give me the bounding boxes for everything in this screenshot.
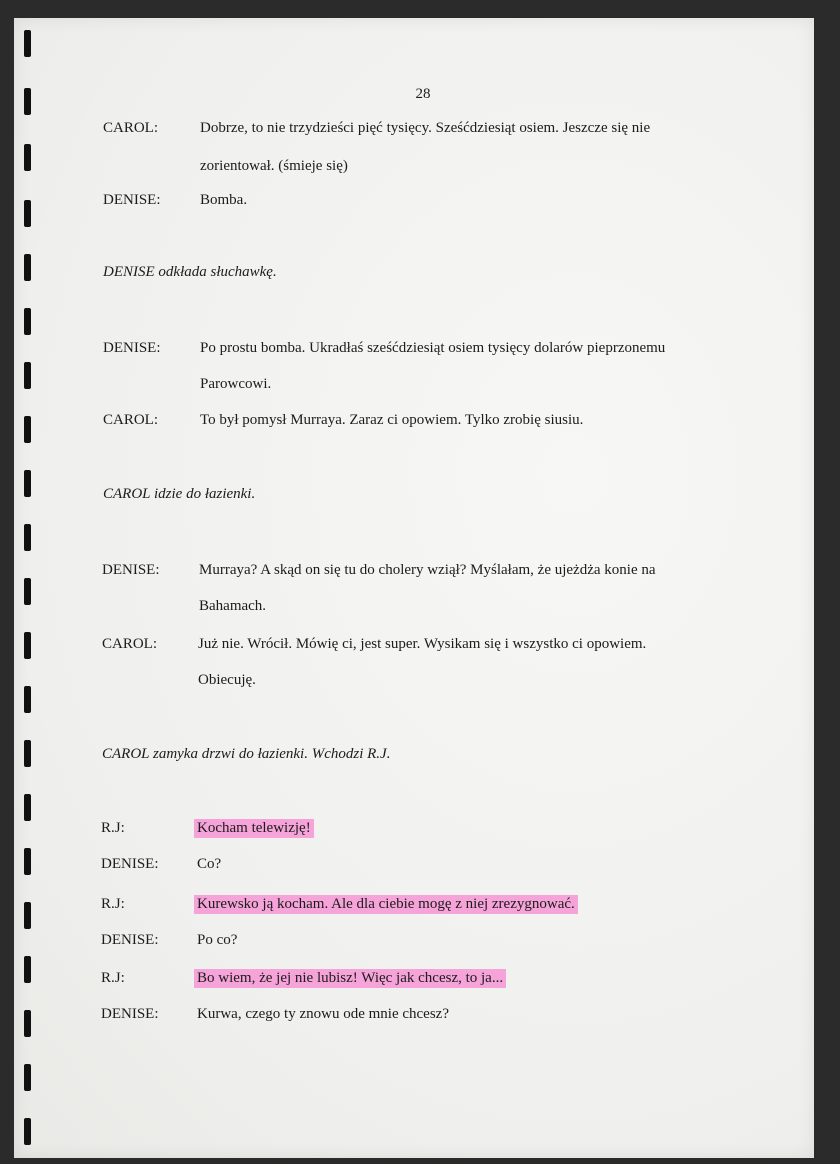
dialogue-line: Obiecuję. xyxy=(198,672,256,688)
stage-direction: DENISE odkłada słuchawkę. xyxy=(103,264,277,280)
highlighted-text: Kurewsko ją kocham. Ale dla ciebie mogę z niej zrezygnować. xyxy=(194,895,578,914)
dialogue-line: Co? xyxy=(197,856,222,872)
page-number: 28 xyxy=(415,86,431,102)
speaker-label: CAROL: xyxy=(103,120,159,136)
punch-hole xyxy=(24,686,31,713)
punch-hole xyxy=(24,30,31,57)
dialogue-line: Bahamach. xyxy=(199,598,267,614)
punch-hole xyxy=(24,144,31,171)
speaker-label: R.J: xyxy=(101,970,125,986)
punch-hole xyxy=(24,794,31,821)
punch-hole xyxy=(24,416,31,443)
highlighted-text: Bo wiem, że jej nie lubisz! Więc jak chcesz, to ja... xyxy=(194,969,506,988)
dialogue-line: zorientował. (śmieje się) xyxy=(200,158,348,174)
punch-hole xyxy=(24,254,31,281)
punch-hole xyxy=(24,1010,31,1037)
punch-hole xyxy=(24,1064,31,1091)
dialogue-line: Bomba. xyxy=(200,192,248,208)
script-page xyxy=(14,18,814,1158)
punch-hole xyxy=(24,362,31,389)
speaker-label: R.J: xyxy=(101,896,125,912)
punch-hole xyxy=(24,740,31,767)
punch-hole xyxy=(24,524,31,551)
dialogue-line: Kurwa, czego ty znowu ode mnie chcesz? xyxy=(197,1006,449,1022)
speaker-label: CAROL: xyxy=(103,412,159,428)
dialogue-line: Murraya? A skąd on się tu do cholery wziął? Myślałam, że ujeżdża konie na xyxy=(199,562,656,578)
stage-direction: CAROL idzie do łazienki. xyxy=(103,486,256,502)
punch-hole xyxy=(24,578,31,605)
speaker-label: DENISE: xyxy=(101,1006,159,1022)
dialogue-line xyxy=(197,896,578,913)
punch-hole xyxy=(24,632,31,659)
speaker-label: DENISE: xyxy=(101,932,159,948)
dialogue-line xyxy=(197,820,314,837)
speaker-label: DENISE: xyxy=(103,192,161,208)
speaker-label: R.J: xyxy=(101,820,125,836)
highlighted-text: Kocham telewizję! xyxy=(194,819,314,838)
dialogue-line: To był pomysł Murraya. Zaraz ci opowiem. Tylko zrobię siusiu. xyxy=(200,412,584,428)
stage-direction: CAROL zamyka drzwi do łazienki. Wchodzi R.J. xyxy=(102,746,391,762)
punch-hole xyxy=(24,200,31,227)
punch-hole xyxy=(24,308,31,335)
dialogue-line: Po prostu bomba. Ukradłaś sześćdziesiąt osiem tysięcy dolarów pieprzonemu xyxy=(200,340,666,356)
dialogue-line xyxy=(197,970,506,987)
speaker-label: DENISE: xyxy=(101,856,159,872)
dialogue-line: Po co? xyxy=(197,932,238,948)
punch-hole xyxy=(24,470,31,497)
dialogue-line: Już nie. Wrócił. Mówię ci, jest super. Wysikam się i wszystko ci opowiem. xyxy=(198,636,647,652)
punch-hole xyxy=(24,848,31,875)
speaker-label: DENISE: xyxy=(103,340,161,356)
speaker-label: CAROL: xyxy=(102,636,158,652)
dialogue-line: Dobrze, to nie trzydzieści pięć tysięcy. Sześćdziesiąt osiem. Jeszcze się nie xyxy=(200,120,651,136)
speaker-label: DENISE: xyxy=(102,562,160,578)
punch-hole xyxy=(24,1118,31,1145)
dialogue-line: Parowcowi. xyxy=(200,376,272,392)
punch-hole xyxy=(24,902,31,929)
punch-hole xyxy=(24,956,31,983)
